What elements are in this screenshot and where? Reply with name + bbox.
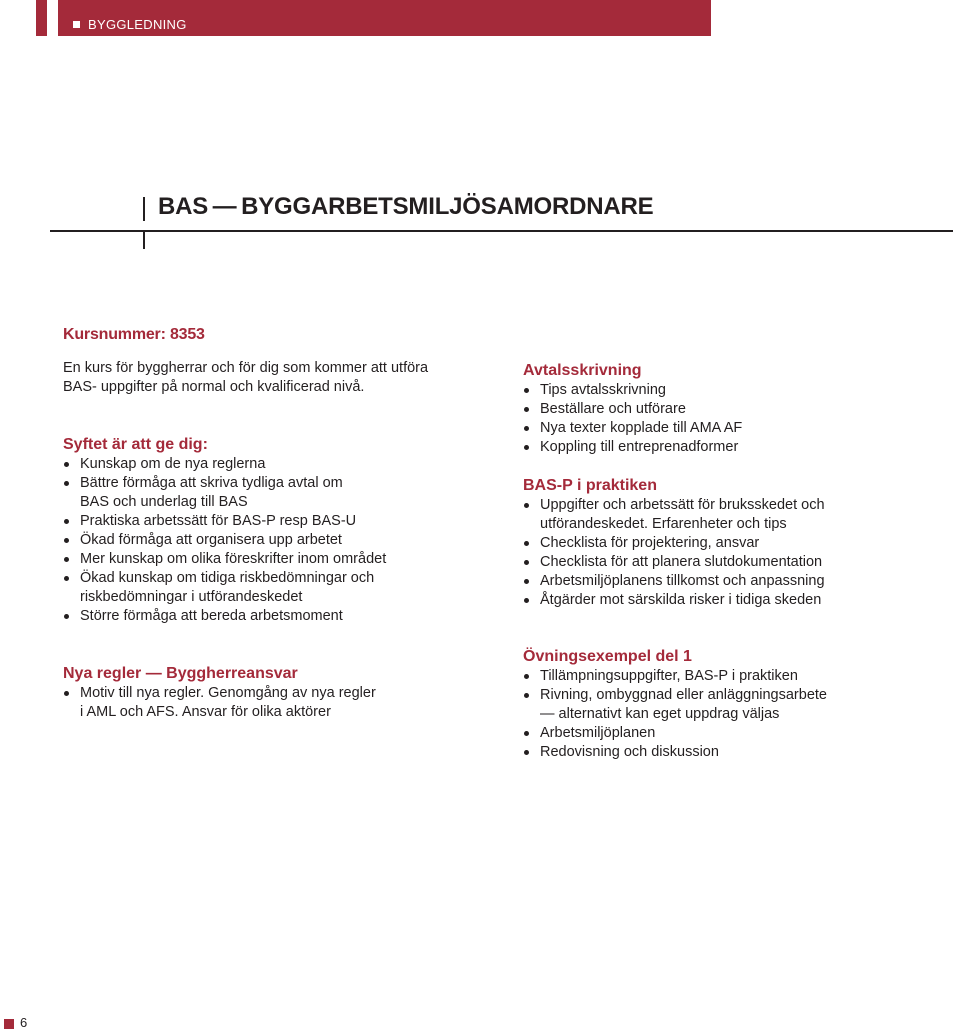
page-number: 6 <box>20 1015 28 1030</box>
title-rule <box>50 230 953 232</box>
list-item <box>523 724 943 743</box>
title-tick-top <box>143 197 145 221</box>
intro-line: En kurs för byggherrar och för dig som kommer att utföra <box>63 360 429 376</box>
ovning-heading: Övningsexempel del 1 <box>523 648 692 665</box>
list-item <box>63 684 463 722</box>
syfte-list <box>63 455 463 626</box>
avtal-heading: Avtalsskrivning <box>523 362 642 379</box>
ovning-list <box>523 667 943 762</box>
nya-regler-heading: Nya regler — Byggherreansvar <box>63 665 298 682</box>
list-item <box>523 686 943 724</box>
list-item-text: Tips avtalsskrivning <box>540 382 666 398</box>
intro-text <box>63 359 463 397</box>
syfte-heading: Syftet är att ge dig: <box>63 436 208 453</box>
list-item-text: Checklista för att planera slutdokumentation <box>540 554 823 570</box>
list-item <box>523 743 943 762</box>
list-item <box>523 667 943 686</box>
page-title: BAS — BYGGARBETSMILJÖSAMORDNARE <box>158 193 654 220</box>
course-number: Kursnummer: 8353 <box>63 326 205 343</box>
page-square-icon <box>4 1019 14 1029</box>
section-label: BYGGLEDNING <box>88 17 187 32</box>
list-item <box>63 512 463 531</box>
list-item-text: BAS och underlag till BAS <box>80 494 248 510</box>
header-square-icon <box>73 21 80 28</box>
avtal-list <box>523 381 943 457</box>
list-item <box>63 550 463 569</box>
list-item-text: Åtgärder mot särskilda risker i tidiga skeden <box>540 592 822 608</box>
list-item-text: Redovisning och diskussion <box>540 744 719 760</box>
list-item-text: Uppgifter och arbetssätt för bruksskedet och <box>540 497 825 513</box>
list-item-text: Praktiska arbetssätt för BAS-P resp BAS-U <box>80 513 357 529</box>
basp-heading: BAS-P i praktiken <box>523 477 657 494</box>
header-accent-bar <box>36 0 47 36</box>
list-item <box>523 496 943 534</box>
list-item-text: Ökad kunskap om tidiga riskbedömningar och <box>80 570 375 586</box>
list-item <box>523 572 943 591</box>
right-column <box>523 361 943 762</box>
list-item-text: Tillämpningsuppgifter, BAS-P i praktiken <box>540 668 798 684</box>
list-item-text: Större förmåga att bereda arbetsmoment <box>80 608 343 624</box>
list-item-text: utförandeskedet. Erfarenheter och tips <box>540 516 787 532</box>
list-item-text: Mer kunskap om olika föreskrifter inom området <box>80 551 387 567</box>
list-item <box>63 474 463 512</box>
list-item-text: Nya texter kopplade till AMA AF <box>540 420 743 436</box>
list-item <box>523 381 943 400</box>
list-item <box>523 419 943 438</box>
list-item-text: Arbetsmiljöplanen <box>540 725 656 741</box>
list-item-text: Motiv till nya regler. Genomgång av nya regler <box>80 685 376 701</box>
list-item <box>63 455 463 474</box>
title-tick-bottom <box>143 231 145 249</box>
list-item-text: Ökad förmåga att organisera upp arbetet <box>80 532 342 548</box>
header-band <box>58 0 711 36</box>
list-item-text: Arbetsmiljöplanens tillkomst och anpassning <box>540 573 825 589</box>
list-item-text: Rivning, ombyggnad eller anläggningsarbete <box>540 687 827 703</box>
left-column <box>63 325 463 722</box>
list-item-text: riskbedömningar i utförandeskedet <box>80 589 303 605</box>
nya-regler-list <box>63 684 463 722</box>
list-item-text: Kunskap om de nya reglerna <box>80 456 266 472</box>
list-item <box>523 591 943 610</box>
list-item <box>523 553 943 572</box>
list-item-text: Checklista för projektering, ansvar <box>540 535 760 551</box>
list-item <box>63 531 463 550</box>
list-item-text: — alternativt kan eget uppdrag väljas <box>540 706 780 722</box>
basp-list <box>523 496 943 610</box>
list-item-text: Koppling till entreprenadformer <box>540 439 739 455</box>
list-item-text: Beställare och utförare <box>540 401 686 417</box>
list-item <box>63 607 463 626</box>
list-item <box>523 534 943 553</box>
intro-line: BAS- uppgifter på normal och kvalificerad nivå. <box>63 379 365 395</box>
list-item <box>523 400 943 419</box>
list-item <box>523 438 943 457</box>
list-item-text: i AML och AFS. Ansvar för olika aktörer <box>80 704 331 720</box>
list-item <box>63 569 463 607</box>
list-item-text: Bättre förmåga att skriva tydliga avtal om <box>80 475 343 491</box>
